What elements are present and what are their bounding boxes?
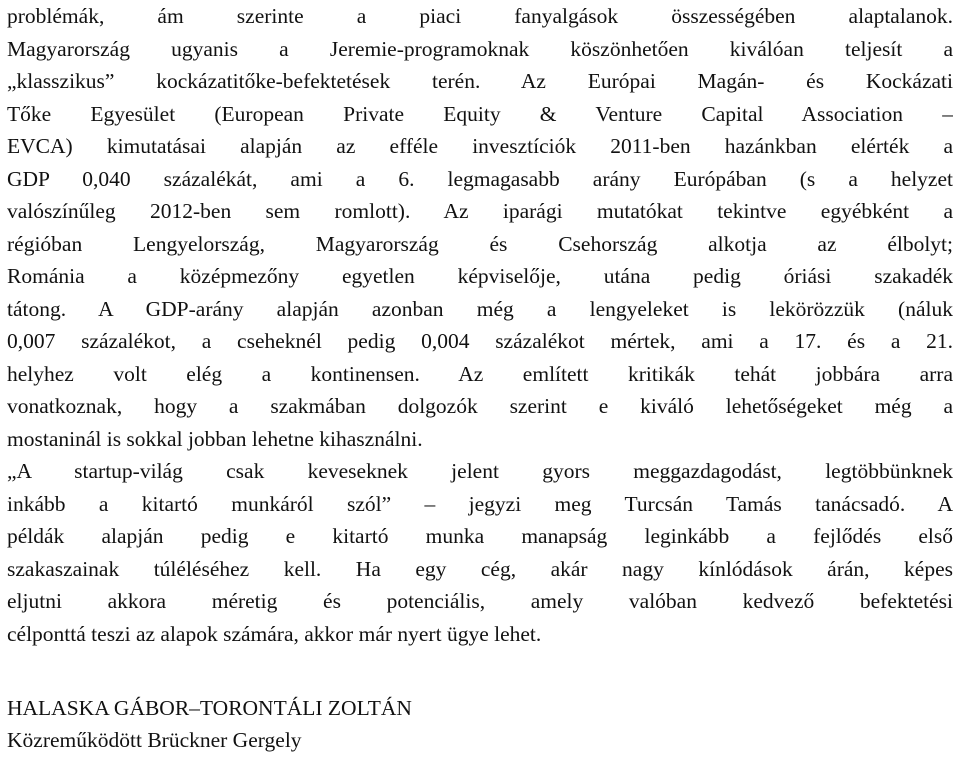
text-line: szakaszainak túléléséhez kell. Ha egy cég, akár nagy kínlódások árán, képes [7,556,953,581]
text-line: vonatkoznak, hogy a szakmában dolgozók szerint e kiváló lehetőségeket még a [7,394,953,418]
byline [7,692,953,756]
text-line: Románia a középmezőny egyetlen képviselője, utána pedig óriási szakadék [7,264,953,288]
contributor-credit: Közreműködött Brückner Gergely [7,728,302,752]
text-line: Tőke Egyesület (European Private Equity & Venture Capital Association – [7,101,953,126]
article-page [7,0,953,756]
text-line: GDP 0,040 százalékát, ami a 6. legmagasabb arány Európában (s a helyzet [7,166,953,191]
text-line: problémák, ám szerinte a piaci fanyalgások összességében alaptalanok. [7,4,953,28]
text-line: inkább a kitartó munkáról szól” – jegyzi meg Turcsán Tamás tanácsadó. A [7,491,953,516]
text-line: helyhez volt elég a kontinensen. Az említett kritikák tehát jobbára arra [7,361,953,386]
text-line: 0,007 százalékot, a cseheknél pedig 0,004 százalékot mértek, ami a 17. és a 21. [7,329,953,353]
text-line: régióban Lengyelország, Magyarország és Csehország alkotja az élbolyt; [7,231,953,256]
text-line: tátong. A GDP-arány alapján azonban még a lengyeleket is lekörözzük (náluk [7,296,953,321]
text-line: Magyarország ugyanis a Jeremie-programoknak köszönhetően kiválóan teljesít a [7,36,953,61]
author-names: HALASKA GÁBOR–TORONTÁLI ZOLTÁN [7,696,412,720]
text-line: példák alapján pedig e kitartó munka manapság leginkább a fejlődés első [7,524,953,548]
article-paragraph-1 [7,0,953,455]
text-line: valószínűleg 2012-ben sem romlott). Az iparági mutatókat tekintve egyébként a [7,199,953,223]
article-paragraph-2 [7,455,953,650]
text-line: EVCA) kimutatásai alapján az efféle invesztíciók 2011-ben hazánkban elérték a [7,134,953,158]
text-line: „klasszikus” kockázatitőke-befektetések terén. Az Európai Magán- és Kockázati [7,69,953,93]
spacer [7,650,953,692]
text-line: eljutni akkora méretig és potenciális, amely valóban kedvező befektetési [7,589,953,613]
text-line-last: mostaninál is sokkal jobban lehetne kihasználni. [7,426,423,451]
text-line-last: célponttá teszi az alapok számára, akkor már nyert ügye lehet. [7,621,542,646]
text-line: „A startup-világ csak keveseknek jelent gyors meggazdagodást, legtöbbünknek [7,459,953,483]
